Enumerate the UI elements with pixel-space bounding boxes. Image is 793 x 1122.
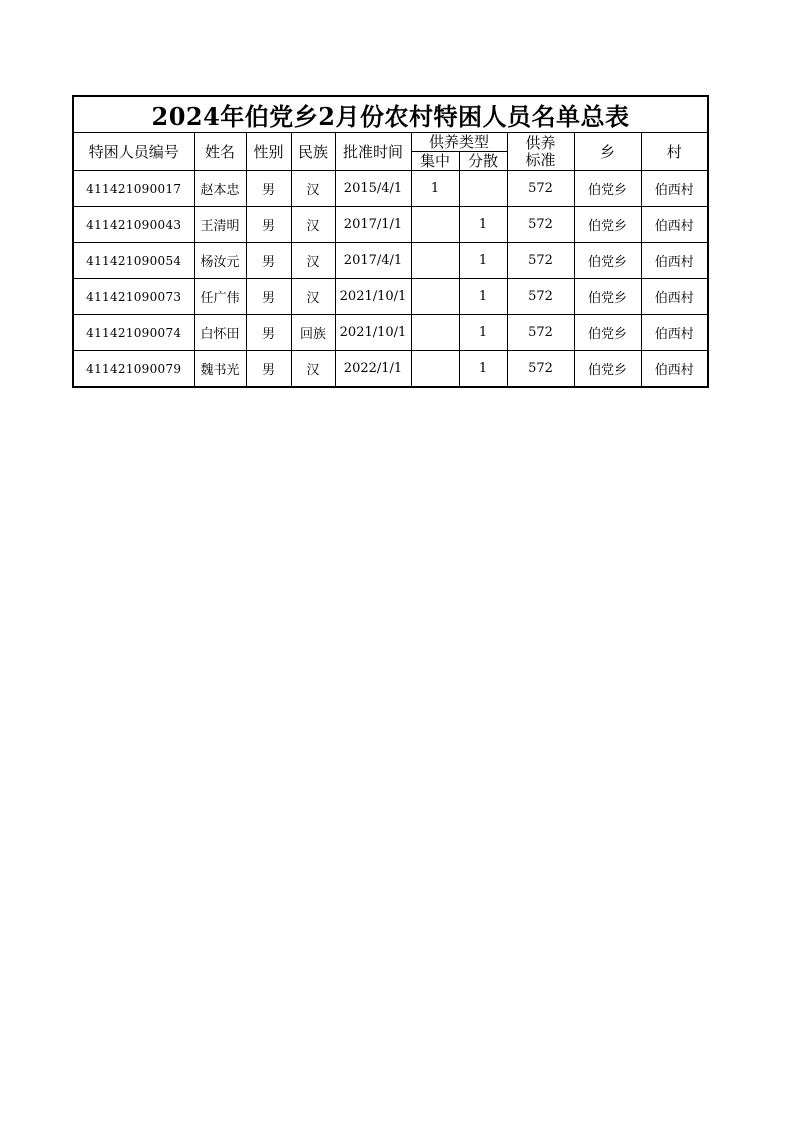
cell-name: 魏书光 — [194, 351, 246, 388]
roster-table — [72, 95, 709, 388]
cell-name: 白怀田 — [194, 315, 246, 351]
cell-township: 伯党乡 — [574, 315, 641, 351]
cell-id: 411421090079 — [73, 351, 194, 388]
cell-dispersed: 1 — [459, 243, 507, 279]
cell-id: 411421090017 — [73, 171, 194, 207]
header-row — [73, 133, 708, 152]
header-support-standard-line1: 供养 — [525, 133, 556, 152]
cell-village: 伯西村 — [641, 171, 708, 207]
cell-name: 杨汝元 — [194, 243, 246, 279]
cell-name: 任广伟 — [194, 279, 246, 315]
cell-name: 赵本忠 — [194, 171, 246, 207]
cell-ethnicity: 汉 — [291, 279, 335, 315]
header-support-standard-line2: 标准 — [525, 150, 556, 169]
cell-approval-date: 2017/1/1 — [335, 207, 411, 243]
cell-dispersed — [459, 171, 507, 207]
cell-id: 411421090043 — [73, 207, 194, 243]
cell-centralized — [411, 351, 459, 388]
header-township: 乡 — [574, 133, 641, 171]
cell-village: 伯西村 — [641, 243, 708, 279]
cell-name: 王清明 — [194, 207, 246, 243]
table-row — [73, 207, 708, 243]
header-gender: 性别 — [246, 133, 291, 171]
header-ethnicity: 民族 — [291, 133, 335, 171]
cell-village: 伯西村 — [641, 279, 708, 315]
cell-ethnicity: 汉 — [291, 207, 335, 243]
header-id: 特困人员编号 — [73, 133, 194, 171]
cell-ethnicity: 汉 — [291, 171, 335, 207]
cell-village: 伯西村 — [641, 351, 708, 388]
cell-township: 伯党乡 — [574, 207, 641, 243]
cell-approval-date: 2022/1/1 — [335, 351, 411, 388]
cell-township: 伯党乡 — [574, 171, 641, 207]
cell-gender: 男 — [246, 315, 291, 351]
cell-approval-date: 2017/4/1 — [335, 243, 411, 279]
cell-dispersed: 1 — [459, 207, 507, 243]
cell-township: 伯党乡 — [574, 279, 641, 315]
header-centralized: 集中 — [411, 152, 459, 171]
cell-centralized — [411, 207, 459, 243]
cell-gender: 男 — [246, 171, 291, 207]
cell-approval-date: 2021/10/1 — [335, 279, 411, 315]
header-support-type: 供养类型 — [411, 133, 507, 152]
header-dispersed: 分散 — [459, 152, 507, 171]
header-village: 村 — [641, 133, 708, 171]
cell-centralized: 1 — [411, 171, 459, 207]
cell-dispersed: 1 — [459, 279, 507, 315]
cell-approval-date: 2015/4/1 — [335, 171, 411, 207]
roster-sheet — [72, 95, 707, 388]
cell-gender: 男 — [246, 351, 291, 388]
cell-gender: 男 — [246, 243, 291, 279]
header-approval-date: 批准时间 — [335, 133, 411, 171]
cell-standard: 572 — [507, 207, 574, 243]
cell-id: 411421090073 — [73, 279, 194, 315]
cell-standard: 572 — [507, 351, 574, 388]
table-row — [73, 243, 708, 279]
table-row — [73, 171, 708, 207]
cell-ethnicity: 回族 — [291, 315, 335, 351]
cell-standard: 572 — [507, 243, 574, 279]
cell-township: 伯党乡 — [574, 351, 641, 388]
cell-dispersed: 1 — [459, 315, 507, 351]
cell-gender: 男 — [246, 279, 291, 315]
cell-centralized — [411, 279, 459, 315]
cell-ethnicity: 汉 — [291, 243, 335, 279]
cell-dispersed: 1 — [459, 351, 507, 388]
cell-id: 411421090074 — [73, 315, 194, 351]
table-row — [73, 351, 708, 388]
header-name: 姓名 — [194, 133, 246, 171]
table-row — [73, 279, 708, 315]
cell-centralized — [411, 315, 459, 351]
cell-township: 伯党乡 — [574, 243, 641, 279]
header-support-standard — [507, 133, 574, 171]
cell-approval-date: 2021/10/1 — [335, 315, 411, 351]
cell-village: 伯西村 — [641, 207, 708, 243]
page-title: 2024年伯党乡2月份农村特困人员名单总表 — [73, 96, 708, 133]
cell-centralized — [411, 243, 459, 279]
cell-standard: 572 — [507, 315, 574, 351]
cell-gender: 男 — [246, 207, 291, 243]
cell-standard: 572 — [507, 171, 574, 207]
cell-ethnicity: 汉 — [291, 351, 335, 388]
cell-id: 411421090054 — [73, 243, 194, 279]
cell-standard: 572 — [507, 279, 574, 315]
table-row — [73, 315, 708, 351]
cell-village: 伯西村 — [641, 315, 708, 351]
